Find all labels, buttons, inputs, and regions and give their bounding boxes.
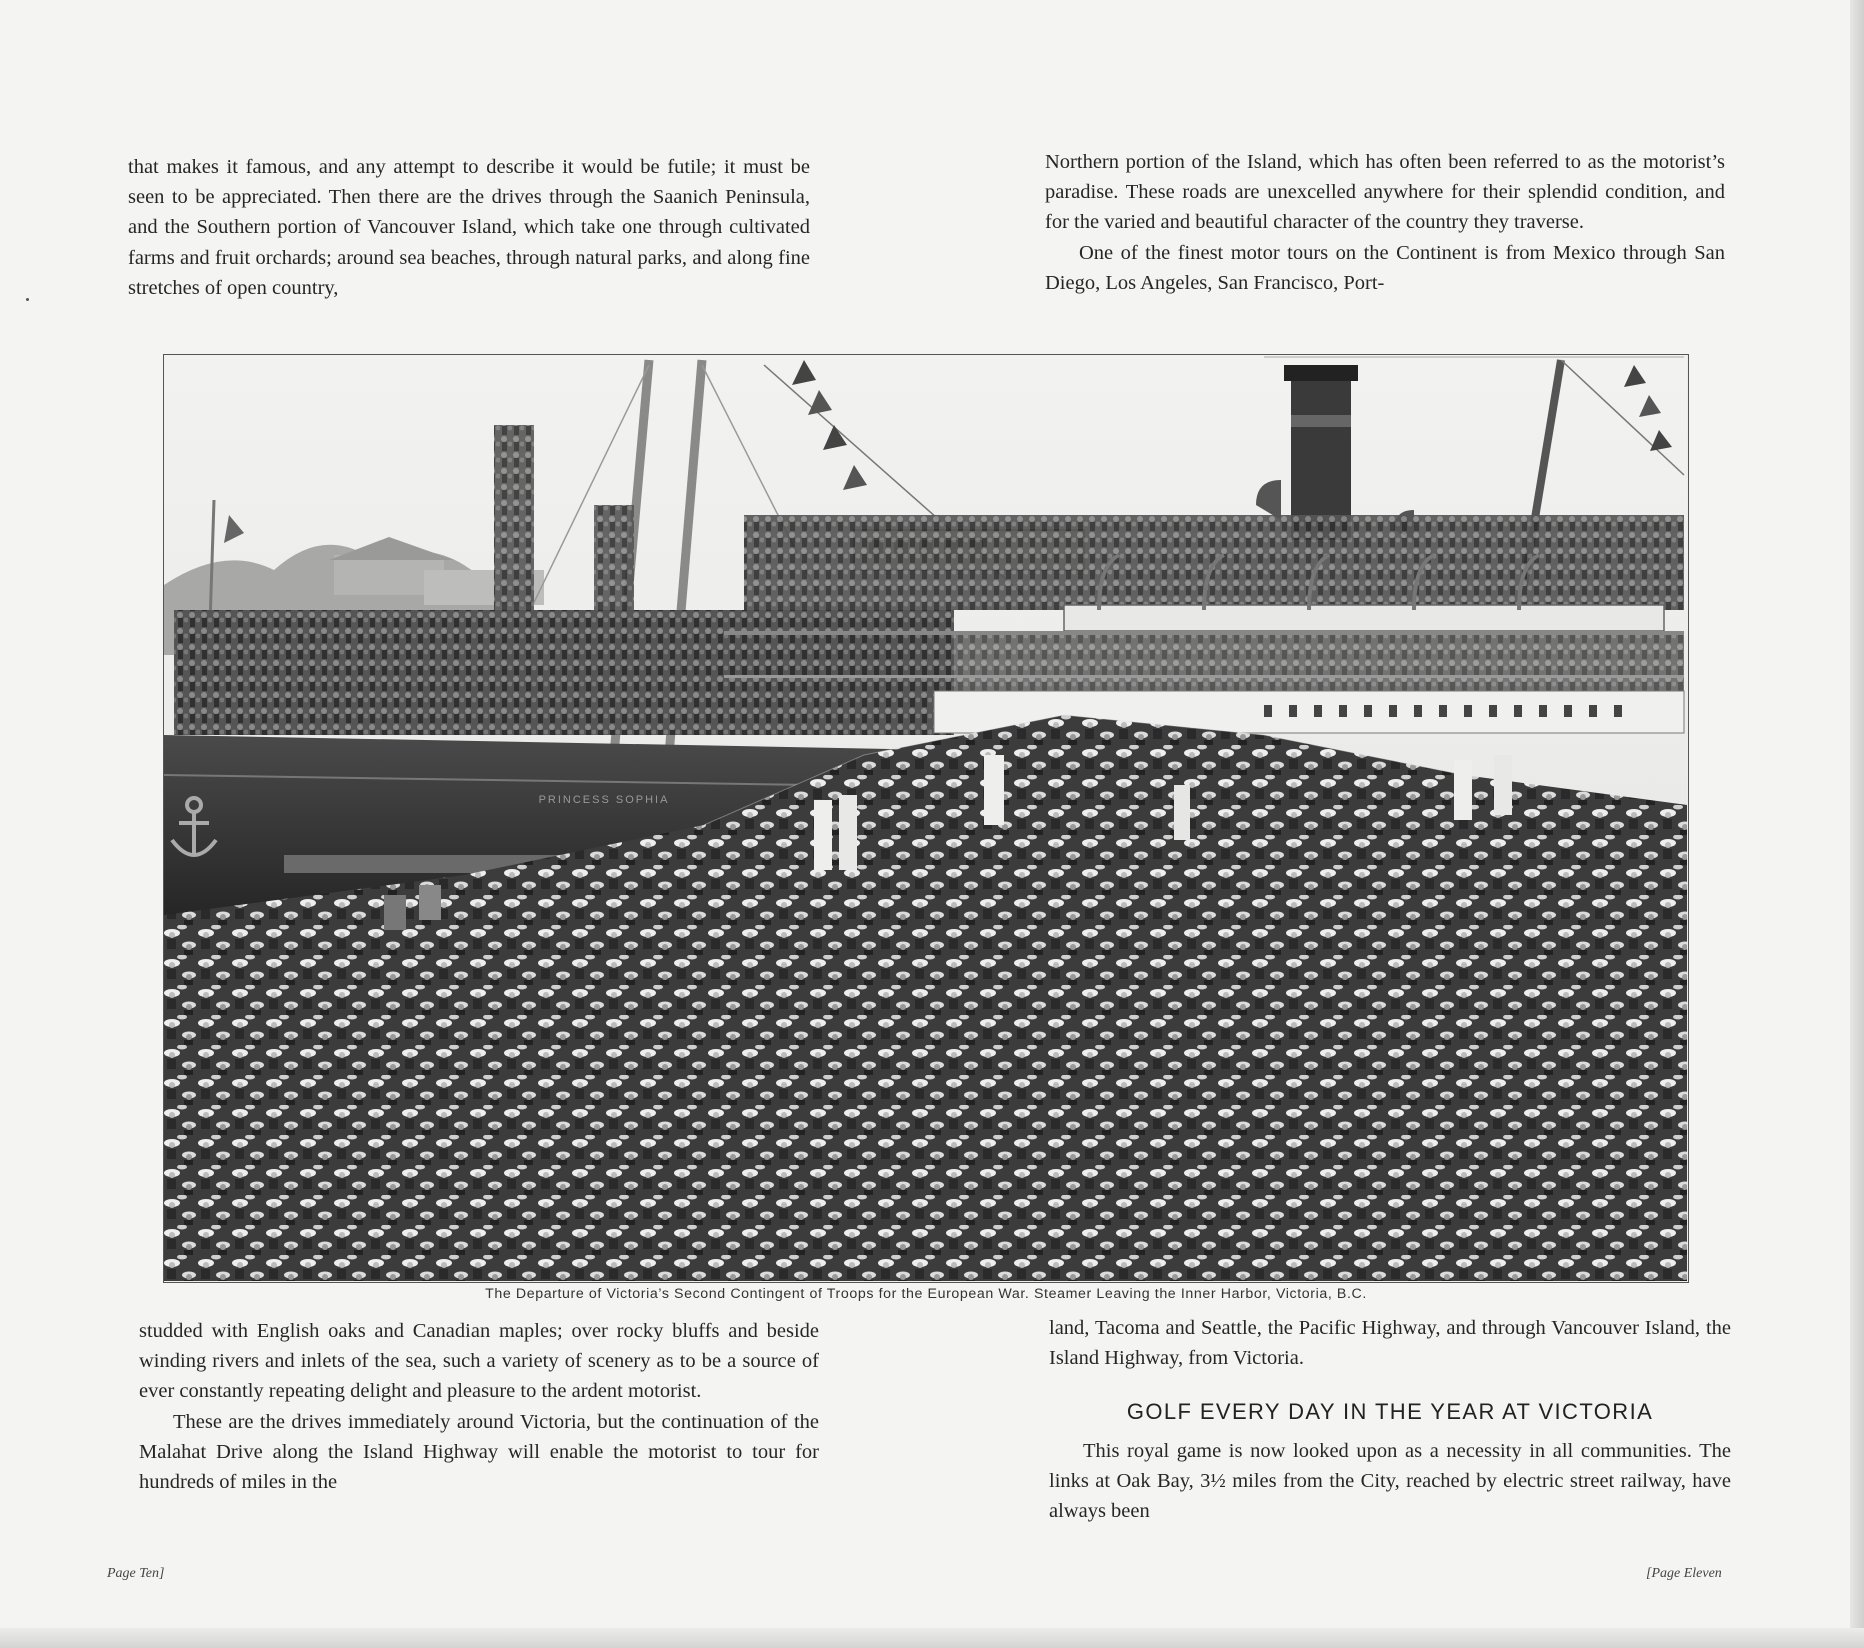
text-column-top-right <box>1045 147 1725 298</box>
paragraph: that makes it famous, and any attempt to describe it would be futile; it must be seen to be appreciated. Then there are the drives through the Saanich Peninsula, and the Southern portion of Vancouver Island, which take one through cultivated farms and fruit orchards; around sea beaches, through natural parks, and along fine stretches of open country, <box>128 156 810 299</box>
text-column-bottom-left <box>139 1316 819 1497</box>
paragraph: One of the finest motor tours on the Continent is from Mexico through San Diego, Los Angeles, San Francisco, Port- <box>1045 241 1725 294</box>
paragraph: This royal game is now looked upon as a necessity in all communities. The links at Oak Bay, 3½ miles from the City, reached by electric street railway, have always been <box>1049 1439 1731 1523</box>
page-bottom-edge <box>0 1628 1864 1648</box>
paper-speck <box>26 298 29 301</box>
section-heading: GOLF EVERY DAY IN THE YEAR AT VICTORIA <box>1126 1399 1654 1425</box>
page-number-right: [Page Eleven <box>1646 1566 1722 1581</box>
paragraph: Northern portion of the Island, which has often been referred to as the motorist’s paradise. These roads are unexcelled anywhere for their splendid condition, and for the varied and beautiful character of the country they traverse. <box>1045 151 1725 234</box>
photo-illustration <box>164 355 1687 1281</box>
text-column-bottom-right <box>1049 1313 1731 1526</box>
steamer-departure-photo <box>163 354 1689 1283</box>
page-number-left: Page Ten] <box>107 1566 165 1581</box>
paragraph: studded with English oaks and Canadian maples; over rocky bluffs and beside winding rivers and inlets of the sea, such a variety of scenery as to be a source of ever constantly repeating delight and pleasure to the ardent motorist. <box>139 1320 819 1403</box>
paragraph: land, Tacoma and Seattle, the Pacific Highway, and through Vancouver Island, the Island Highway, from Victoria. <box>1049 1317 1731 1370</box>
text-column-top-left <box>128 152 810 303</box>
page-edge <box>1850 0 1864 1648</box>
paragraph: These are the drives immediately around Victoria, but the continuation of the Malahat Drive along the Island Highway will enable the motorist to tour for hundreds of miles in the <box>139 1410 819 1494</box>
ship-name-label: PRINCESS SOPHIA <box>538 794 670 806</box>
photo-caption: The Departure of Victoria’s Second Contingent of Troops for the European War. Steamer Leaving the Inner Harbor, Victoria, B.C. <box>485 1286 1367 1302</box>
